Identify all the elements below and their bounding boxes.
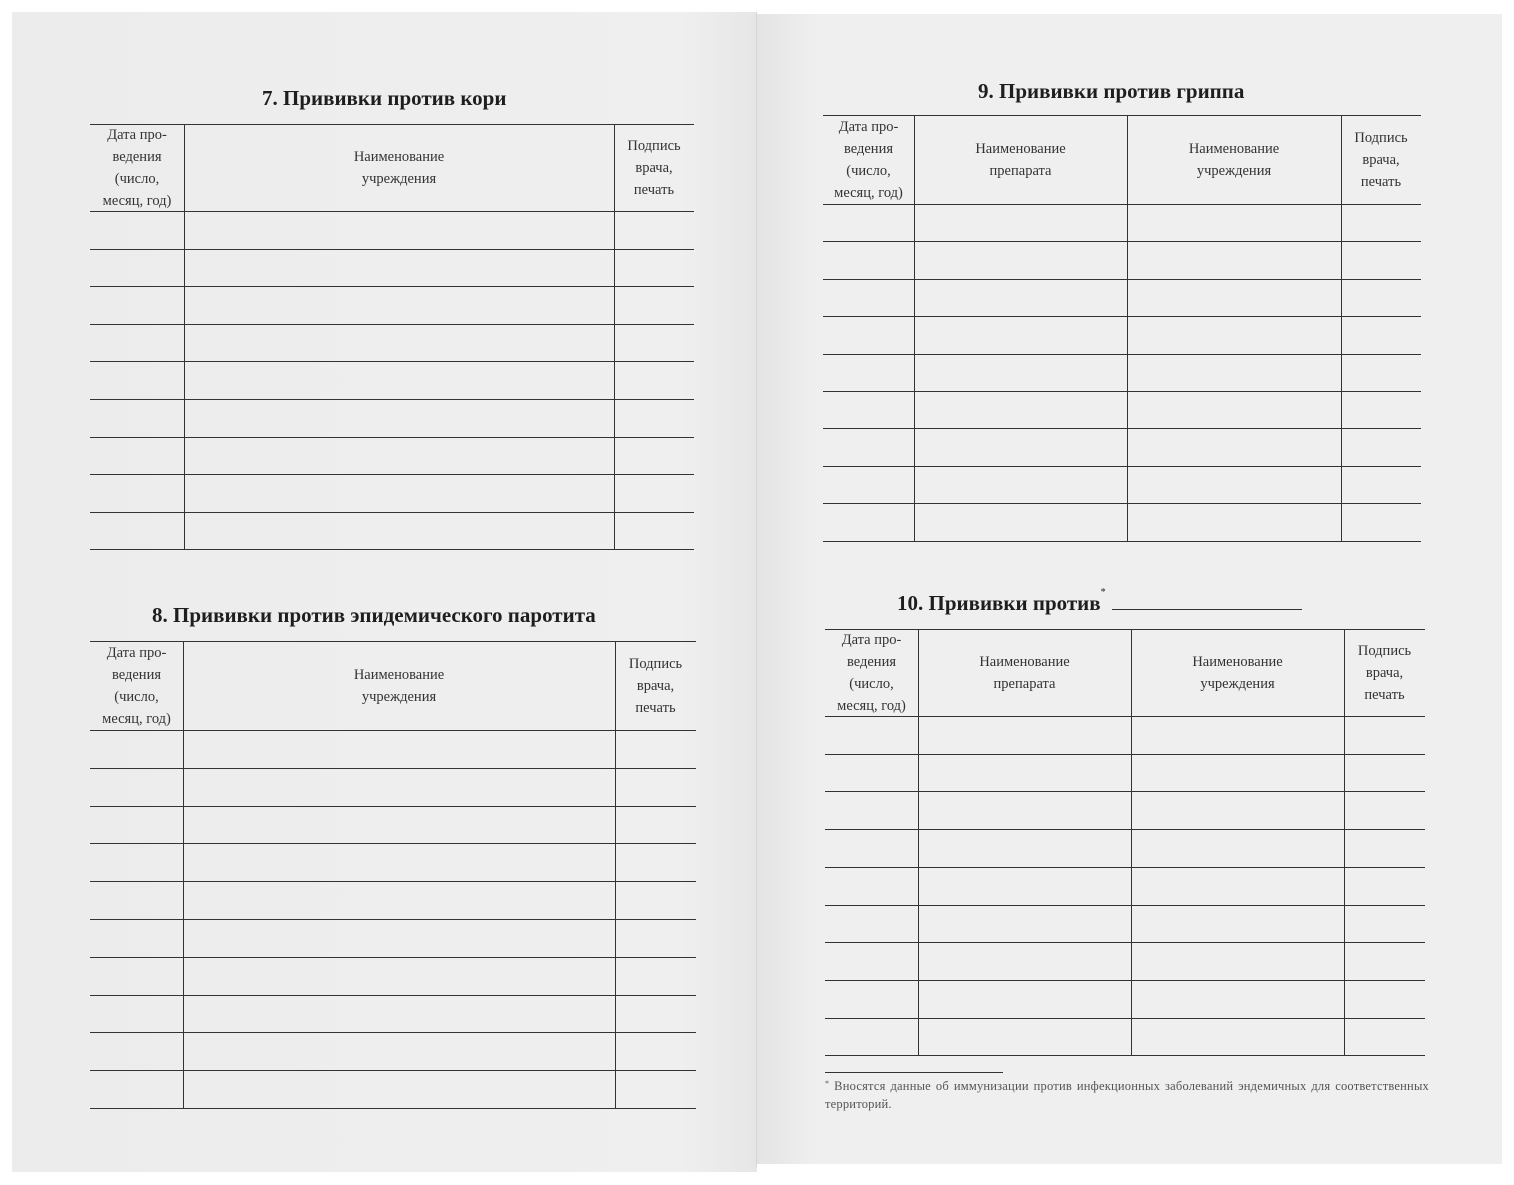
table-row-line: [90, 1070, 696, 1071]
table-cell-input[interactable]: [827, 869, 916, 903]
table-row-line: [90, 919, 696, 920]
table-cell-input[interactable]: [827, 1020, 916, 1054]
table-cell-input[interactable]: [916, 393, 1125, 426]
table-row-line: [823, 391, 1421, 392]
table-cell-input[interactable]: [1129, 206, 1339, 239]
table-cell-input[interactable]: [920, 869, 1129, 903]
table-cell-input[interactable]: [1343, 430, 1419, 463]
table-cell-input[interactable]: [1343, 281, 1419, 314]
table-row-line: [90, 437, 694, 438]
table-row-line: [90, 361, 694, 362]
table-cell-input[interactable]: [1343, 505, 1419, 538]
column-header-label: Наименование учреждения: [353, 666, 445, 705]
table-cell-input[interactable]: [1346, 982, 1423, 1016]
table-cell-input[interactable]: [92, 770, 181, 804]
table-cell-input[interactable]: [1343, 318, 1419, 351]
table-cell-input[interactable]: [185, 845, 613, 879]
footnote-asterisk: *: [1100, 587, 1106, 598]
column-header-label: Дата про- ведения (число, месяц, год): [102, 126, 172, 209]
table-cell-input[interactable]: [920, 907, 1129, 941]
table-cell-input[interactable]: [92, 476, 182, 510]
column-header-label: Подпись врача, печать: [1357, 642, 1412, 703]
table-cell-input[interactable]: [1343, 468, 1419, 501]
table-cell-input[interactable]: [186, 326, 612, 360]
table-cell-input[interactable]: [1133, 831, 1342, 865]
table-cell-input[interactable]: [1129, 505, 1339, 538]
table-row-line: [823, 316, 1421, 317]
table-cell-input[interactable]: [92, 883, 181, 917]
table-cell-input[interactable]: [616, 251, 692, 285]
table-cell-input[interactable]: [186, 514, 612, 548]
table-cell-input[interactable]: [1129, 430, 1339, 463]
table-cell-input[interactable]: [1346, 1020, 1423, 1054]
table-cell-input[interactable]: [920, 756, 1129, 790]
table-cell-input[interactable]: [920, 944, 1129, 978]
section-10-title: [897, 587, 1302, 616]
table-row-line: [823, 503, 1421, 504]
column-header-label: Дата про- ведения (число, месяц, год): [102, 644, 171, 727]
table-cell-input[interactable]: [185, 997, 613, 1031]
table-cell-input[interactable]: [1343, 243, 1419, 276]
table-row-line: [90, 474, 694, 475]
table-cell-input[interactable]: [825, 505, 912, 538]
column-header: [183, 641, 615, 730]
table-cell-input[interactable]: [1129, 468, 1339, 501]
footnote-text: Вносятся данные об иммунизации против инфекционных заболеваний эндемичных для соответственных территорий.: [825, 1079, 1429, 1111]
table-row-line: [90, 881, 696, 882]
table-row-line: [90, 806, 696, 807]
table-cell-input[interactable]: [920, 831, 1129, 865]
table-cell-input[interactable]: [186, 439, 612, 473]
column-header: [184, 124, 614, 211]
table-cell-input[interactable]: [916, 281, 1125, 314]
table-cell-input[interactable]: [617, 732, 694, 766]
column-header: [918, 629, 1131, 716]
table-cell-input[interactable]: [827, 756, 916, 790]
table-cell-input[interactable]: [827, 793, 916, 827]
table-cell-input[interactable]: [825, 243, 912, 276]
column-header-label: Наименование препарата: [979, 653, 1070, 692]
table-cell-input[interactable]: [92, 326, 182, 360]
table-cell-input[interactable]: [92, 997, 181, 1031]
table-row-line: [823, 466, 1421, 467]
table-cell-input[interactable]: [825, 206, 912, 239]
table-row-line: [90, 768, 696, 769]
column-header-label: Наименование учреждения: [353, 148, 445, 187]
table-row-line: [823, 354, 1421, 355]
table-row-line: [90, 249, 694, 250]
section-8-title: 8. Прививки против эпидемического паротита: [152, 603, 596, 627]
column-header-label: Подпись врача, печать: [628, 655, 683, 716]
table-row-line: [823, 279, 1421, 280]
table-cell-input[interactable]: [1129, 393, 1339, 426]
table-cell-input[interactable]: [1346, 869, 1423, 903]
column-header-label: Наименование препарата: [975, 140, 1066, 179]
table-cell-input[interactable]: [1343, 206, 1419, 239]
table-cell-input[interactable]: [1346, 718, 1423, 752]
disease-name-blank-field[interactable]: [1112, 595, 1302, 610]
table-cell-input[interactable]: [825, 430, 912, 463]
footnote-divider: [825, 1072, 1003, 1073]
table-row-line: [823, 428, 1421, 429]
table-cell-input[interactable]: [1133, 982, 1342, 1016]
table-cell-input[interactable]: [186, 401, 612, 435]
table-cell-input[interactable]: [920, 982, 1129, 1016]
column-header-label: Дата про- ведения (число, месяц, год): [837, 631, 906, 714]
table-row-line: [823, 241, 1421, 242]
table-row-line: [823, 541, 1421, 542]
table-cell-input[interactable]: [616, 514, 692, 548]
table-cell-input[interactable]: [92, 1072, 181, 1106]
table-cell-input[interactable]: [617, 770, 694, 804]
table-cell-input[interactable]: [185, 808, 613, 842]
table-cell-input[interactable]: [92, 514, 182, 548]
table-cell-input[interactable]: [1133, 907, 1342, 941]
section-9-title: 9. Прививки против гриппа: [978, 79, 1245, 103]
table-cell-input[interactable]: [616, 401, 692, 435]
table-cell-input[interactable]: [92, 401, 182, 435]
table-cell-input[interactable]: [1129, 281, 1339, 314]
table-cell-input[interactable]: [92, 845, 181, 879]
table-cell-input[interactable]: [825, 393, 912, 426]
table-cell-input[interactable]: [186, 288, 612, 322]
table-header-border: [825, 716, 1425, 717]
table-cell-input[interactable]: [617, 883, 694, 917]
table-cell-input[interactable]: [1346, 944, 1423, 978]
table-cell-input[interactable]: [617, 1034, 694, 1068]
table-cell-input[interactable]: [616, 439, 692, 473]
table-cell-input[interactable]: [827, 982, 916, 1016]
table-cell-input[interactable]: [827, 944, 916, 978]
table-cell-input[interactable]: [825, 468, 912, 501]
column-header: [823, 115, 914, 204]
table-cell-input[interactable]: [1346, 793, 1423, 827]
table-row-line: [90, 995, 696, 996]
table-cell-input[interactable]: [1343, 356, 1419, 389]
table-cell-input[interactable]: [617, 959, 694, 993]
table-cell-input[interactable]: [1129, 243, 1339, 276]
table-cell-input[interactable]: [92, 251, 182, 285]
table-cell-input[interactable]: [916, 505, 1125, 538]
table-cell-input[interactable]: [827, 907, 916, 941]
table-cell-input[interactable]: [617, 845, 694, 879]
table-cell-input[interactable]: [617, 1072, 694, 1106]
table-header-border: [823, 204, 1421, 205]
table-cell-input[interactable]: [1133, 1020, 1342, 1054]
column-header: [1131, 629, 1344, 716]
section-7-title: 7. Прививки против кори: [262, 86, 507, 110]
table-header-border: [90, 211, 694, 212]
table-cell-input[interactable]: [185, 959, 613, 993]
table-row-line: [90, 549, 694, 550]
table-row-line: [90, 843, 696, 844]
column-header-label: Наименование учреждения: [1192, 653, 1283, 692]
column-header: [1344, 629, 1425, 716]
table-cell-input[interactable]: [1133, 756, 1342, 790]
table-cell-input[interactable]: [916, 356, 1125, 389]
table-cell-input[interactable]: [920, 718, 1129, 752]
table-row-line: [90, 957, 696, 958]
table-cell-input[interactable]: [1346, 831, 1423, 865]
table-cell-input[interactable]: [617, 808, 694, 842]
table-cell-input[interactable]: [616, 288, 692, 322]
column-header: [90, 124, 184, 211]
table-cell-input[interactable]: [827, 831, 916, 865]
column-header-label: Подпись врача, печать: [627, 137, 681, 198]
table-cell-input[interactable]: [186, 213, 612, 247]
table-row-line: [825, 942, 1425, 943]
footnote-mark: *: [825, 1079, 830, 1088]
column-header: [1127, 115, 1341, 204]
table-cell-input[interactable]: [825, 318, 912, 351]
table-cell-input[interactable]: [920, 1020, 1129, 1054]
column-header: [90, 641, 183, 730]
table-row-line: [825, 829, 1425, 830]
column-header-label: Дата про- ведения (число, месяц, год): [834, 118, 903, 201]
table-row-line: [90, 1108, 696, 1109]
table-cell-input[interactable]: [616, 213, 692, 247]
table-cell-input[interactable]: [827, 718, 916, 752]
table-header-border: [90, 730, 696, 731]
column-header-label: Подпись врача, печать: [1354, 129, 1408, 190]
table-cell-input[interactable]: [825, 356, 912, 389]
table-cell-input[interactable]: [1129, 356, 1339, 389]
column-header: [614, 124, 694, 211]
column-header: [825, 629, 918, 716]
table-row-line: [825, 1055, 1425, 1056]
table-row-line: [825, 791, 1425, 792]
table-row-line: [825, 754, 1425, 755]
table-cell-input[interactable]: [185, 770, 613, 804]
table-row-line: [90, 399, 694, 400]
table-cell-input[interactable]: [920, 793, 1129, 827]
table-cell-input[interactable]: [185, 883, 613, 917]
table-cell-input[interactable]: [185, 732, 613, 766]
book-spine: [756, 12, 757, 1167]
table-row-line: [90, 512, 694, 513]
table-cell-input[interactable]: [1343, 393, 1419, 426]
table-cell-input[interactable]: [186, 476, 612, 510]
table-cell-input[interactable]: [916, 430, 1125, 463]
column-header: [1341, 115, 1421, 204]
table-cell-input[interactable]: [92, 1034, 181, 1068]
table-cell-input[interactable]: [92, 808, 181, 842]
table-cell-input[interactable]: [1133, 793, 1342, 827]
table-row-line: [825, 867, 1425, 868]
table-cell-input[interactable]: [185, 1072, 613, 1106]
table-cell-input[interactable]: [916, 243, 1125, 276]
column-header-label: Наименование учреждения: [1188, 140, 1280, 179]
table-row-line: [825, 1018, 1425, 1019]
table-cell-input[interactable]: [617, 997, 694, 1031]
table-cell-input[interactable]: [916, 206, 1125, 239]
table-cell-input[interactable]: [916, 468, 1125, 501]
table-cell-input[interactable]: [1133, 944, 1342, 978]
table-cell-input[interactable]: [92, 363, 182, 397]
table-cell-input[interactable]: [1129, 318, 1339, 351]
section-10-title-text: 10. Прививки против: [897, 591, 1101, 615]
table-cell-input[interactable]: [616, 363, 692, 397]
table-cell-input[interactable]: [616, 326, 692, 360]
table-cell-input[interactable]: [1346, 907, 1423, 941]
table-cell-input[interactable]: [616, 476, 692, 510]
table-cell-input[interactable]: [185, 1034, 613, 1068]
table-row-line: [90, 1032, 696, 1033]
table-cell-input[interactable]: [1346, 756, 1423, 790]
table-cell-input[interactable]: [92, 959, 181, 993]
footnote: [825, 1077, 1429, 1113]
column-header: [914, 115, 1127, 204]
table-cell-input[interactable]: [186, 363, 612, 397]
table-cell-input[interactable]: [92, 288, 182, 322]
table-cell-input[interactable]: [617, 921, 694, 955]
table-row-line: [90, 286, 694, 287]
table-row-line: [90, 324, 694, 325]
table-cell-input[interactable]: [92, 921, 181, 955]
table-cell-input[interactable]: [1133, 718, 1342, 752]
table-cell-input[interactable]: [185, 921, 613, 955]
table-cell-input[interactable]: [186, 251, 612, 285]
table-cell-input[interactable]: [825, 281, 912, 314]
table-row-line: [825, 980, 1425, 981]
table-cell-input[interactable]: [92, 439, 182, 473]
table-cell-input[interactable]: [1133, 869, 1342, 903]
column-header: [615, 641, 696, 730]
table-cell-input[interactable]: [92, 213, 182, 247]
table-row-line: [825, 905, 1425, 906]
table-cell-input[interactable]: [916, 318, 1125, 351]
table-cell-input[interactable]: [92, 732, 181, 766]
